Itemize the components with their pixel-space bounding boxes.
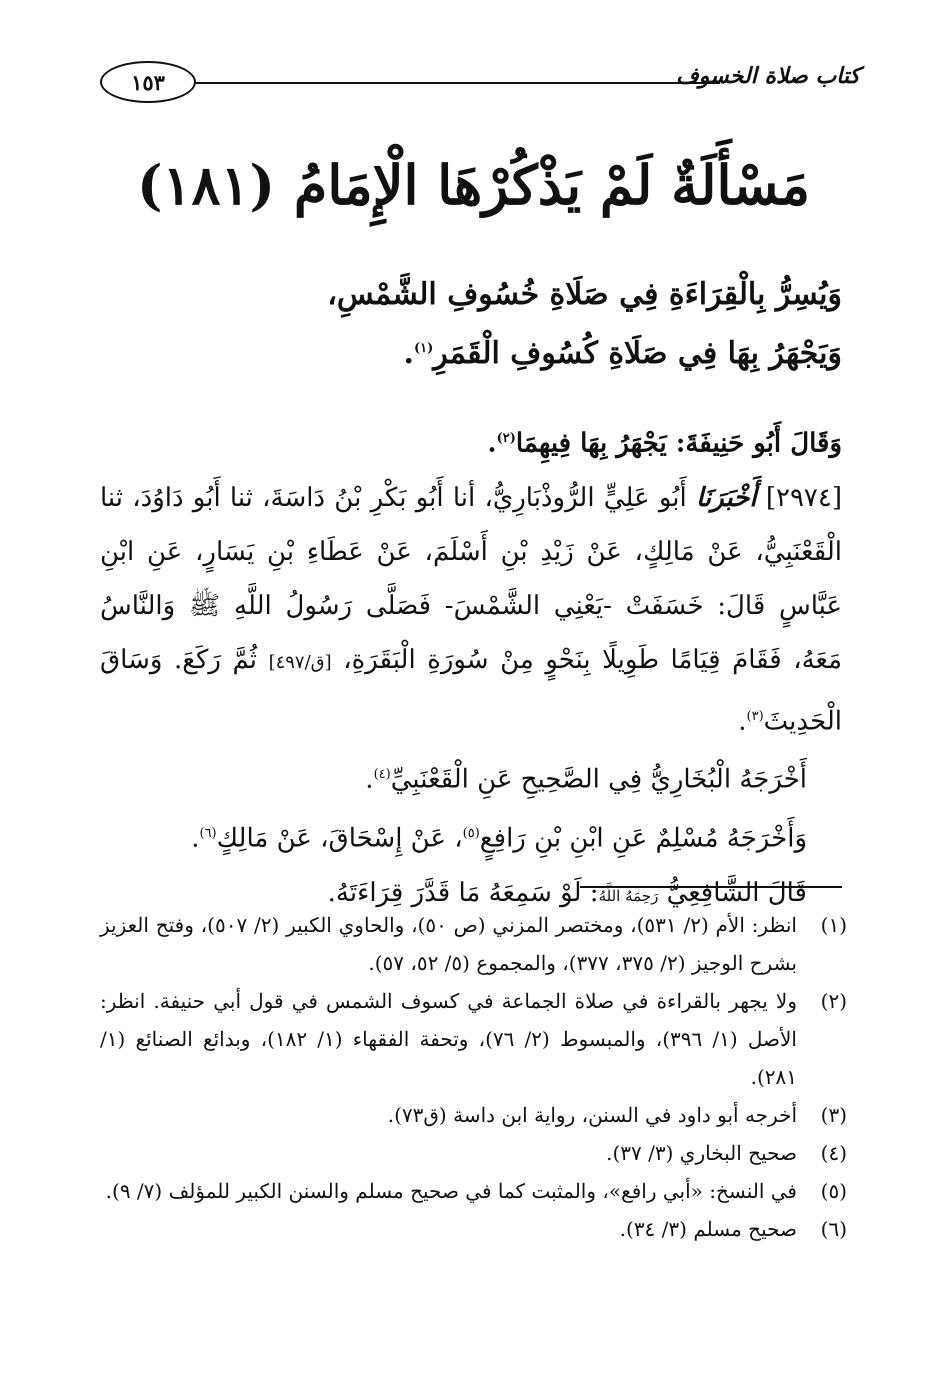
footnote-ref-4: (٤) [373, 767, 391, 783]
footnote-6 [100, 1210, 847, 1248]
rule-line-2-text: وَيَجْهَرُ بِهَا فِي صَلَاةِ كُسُوفِ الْقَمَرِ [433, 336, 842, 371]
header-rule [195, 82, 720, 84]
page-number-badge [100, 61, 196, 103]
footnote-number: (١) [820, 913, 847, 937]
footnote-number: (٤) [820, 1141, 847, 1165]
footnote-number: (٥) [820, 1179, 847, 1203]
paragraph-abu-hanifa: وَقَالَ أَبُو حَنِيفَةَ: يَجْهَرُ بِهَا فِيهِمَا$^{(٢)}$. [487, 428, 842, 459]
honorific: رَحِمَهُ اللَّهُ [598, 886, 659, 905]
footnote-4 [100, 1134, 847, 1172]
rule-line-2-end: . [403, 336, 414, 371]
footnote-5 [100, 1172, 847, 1210]
paragraph-hadith: [٢٩٧٤] أَخْبَرَنَا أَبُو عَلِيٍّ الرُّوذْبَارِيُّ، أنا أَبُو بَكْرِ بْنُ دَاسَةَ، ثنا أَبُو دَاوُدَ، ثنا الْقَعْنَبِيُّ، عَنْ مَالِكٍ، عَنْ زَيْدِ بْنِ أَسْلَمَ، عَنْ عَطَاءِ بْنِ يَسَارٍ، عَنِ ابْنِ عَبَّاسٍ قَالَ: خَسَفَتْ -يَعْنِي الشَّمْسَ- فَصَلَّى رَسُولُ اللَّهِ ﷺ وَالنَّاسُ مَعَهُ، فَقَامَ قِيَامًا طَوِيلًا بِنَحْوٍ مِنْ سُورَةِ الْبَقَرَةِ، [ق/٤٩٧] ثُمَّ رَكَعَ. وَسَاقَ الْحَدِيثَ$^{(٣)}$. [100, 482, 843, 737]
footnote-ref-2: (٢) [496, 431, 516, 446]
folio-marker: [ق/٤٩٧] [268, 651, 332, 673]
footnote-ref-1: (١) [413, 341, 434, 356]
footnote-ref-5: (٥) [462, 825, 480, 841]
page-number: ١٥٣ [131, 69, 165, 95]
footnote-separator [580, 886, 842, 888]
akhbarana-word: أَخْبَرَنَا [695, 482, 757, 513]
footnote-2 [100, 982, 847, 1096]
footnote-number: (٢) [820, 989, 847, 1013]
footnote-text: في النسخ: «أبي رافع»، والمثبت كما في صحيح مسلم والسنن الكبير للمؤلف (٧/ ٩). [105, 1179, 797, 1203]
rule-line-1: وَيُسِرُّ بِالْقِرَاءَةِ فِي صَلَاةِ خُسُوفِ الشَّمْسِ، [327, 277, 842, 312]
shafii-text-2: : لَوْ سَمِعَهُ مَا قَدَّرَ قِرَاءَتَهُ. [327, 877, 599, 908]
footnotes [100, 906, 847, 1248]
muslim-text-2: ، عَنْ إِسْحَاقَ، عَنْ مَالِكٍ [216, 823, 463, 854]
book-title: كتاب صلاة الخسوف [676, 63, 860, 89]
abu-hanifa-text: وَقَالَ أَبُو حَنِيفَةَ: يَجْهَرُ بِهَا فِيهِمَا [515, 428, 842, 459]
paragraph-muslim: وَأَخْرَجَهُ مُسْلِمٌ عَنِ ابْنِ بْنِ رَافِعٍ$^{(٥)}$، عَنْ إِسْحَاقَ، عَنْ مَالِكٍ$^{(٦)}$. [191, 823, 807, 854]
shafii-text: قَالَ الشَّافِعِيُّ [666, 877, 807, 908]
footnote-text: انظر: الأم (٢/ ٥٣١)، ومختصر المزني (ص ٥٠)، والحاوي الكبير (٢/ ٥٠٧)، وفتح العزيز بشرح الوجيز (٢/ ٣٧٥، ٣٧٧)، والمجموع (٥/ ٥٢، ٥٧). [100, 913, 797, 975]
footnote-ref-6: (٦) [199, 825, 217, 841]
footnote-text: صحيح البخاري (٣/ ٣٧). [606, 1141, 797, 1165]
hadith-end: ثُمَّ رَكَعَ. وَسَاقَ الْحَدِيثَ [100, 644, 842, 737]
paragraph-bukhari: أَخْرَجَهُ الْبُخَارِيُّ فِي الصَّحِيحِ عَنِ الْقَعْنَبِيِّ$^{(٤)}$. [365, 764, 807, 795]
rule-text [200, 268, 842, 381]
footnote-number: (٣) [820, 1103, 847, 1127]
rule-line-2 [200, 322, 842, 381]
footnote-text: ولا يجهر بالقراءة في صلاة الجماعة في كسوف الشمس في قول أبي حنيفة. انظر: الأصل (١/ ٣٩٦)، والمبسوط (٢/ ٧٦)، وتحفة الفقهاء (١/ ١٨٢)، وبدائع الصنائع (١/ ٢٨١). [100, 989, 797, 1089]
hadith-text: أَبُو عَلِيٍّ الرُّوذْبَارِيُّ، أنا أَبُو بَكْرِ بْنُ دَاسَةَ، ثنا أَبُو دَاوُدَ، ثنا الْقَعْنَبِيُّ، عَنْ مَالِكٍ، عَنْ زَيْدِ بْنِ أَسْلَمَ، عَنْ عَطَاءِ بْنِ يَسَارٍ، عَنِ ابْنِ عَبَّاسٍ قَالَ: خَسَفَتْ -يَعْنِي الشَّمْسَ- فَصَلَّى رَسُولُ اللَّهِ ﷺ وَالنَّاسُ مَعَهُ، فَقَامَ قِيَامًا طَوِيلًا بِنَحْوٍ مِنْ سُورَةِ الْبَقَرَةِ، [100, 482, 843, 675]
running-header [100, 55, 860, 105]
footnote-1 [100, 906, 847, 982]
main-body [100, 412, 842, 923]
section-title: مَسْأَلَةٌ لَمْ يَذْكُرْهَا الْإِمَامُ (١٨١) [136, 153, 811, 217]
footnote-text: صحيح مسلم (٣/ ٣٤). [619, 1217, 797, 1241]
bukhari-text: أَخْرَجَهُ الْبُخَارِيُّ فِي الصَّحِيحِ عَنِ الْقَعْنَبِيِّ [390, 764, 807, 795]
footnote-text: أخرجه أبو داود في السنن، رواية ابن داسة (ق٧٣). [387, 1103, 797, 1127]
footnote-3 [100, 1096, 847, 1134]
hadith-number: [٢٩٧٤] [765, 482, 843, 513]
footnote-ref-3: (٣) [746, 708, 764, 724]
muslim-text: وَأَخْرَجَهُ مُسْلِمٌ عَنِ ابْنِ بْنِ رَافِعٍ [479, 823, 807, 854]
footnote-number: (٦) [820, 1217, 847, 1241]
